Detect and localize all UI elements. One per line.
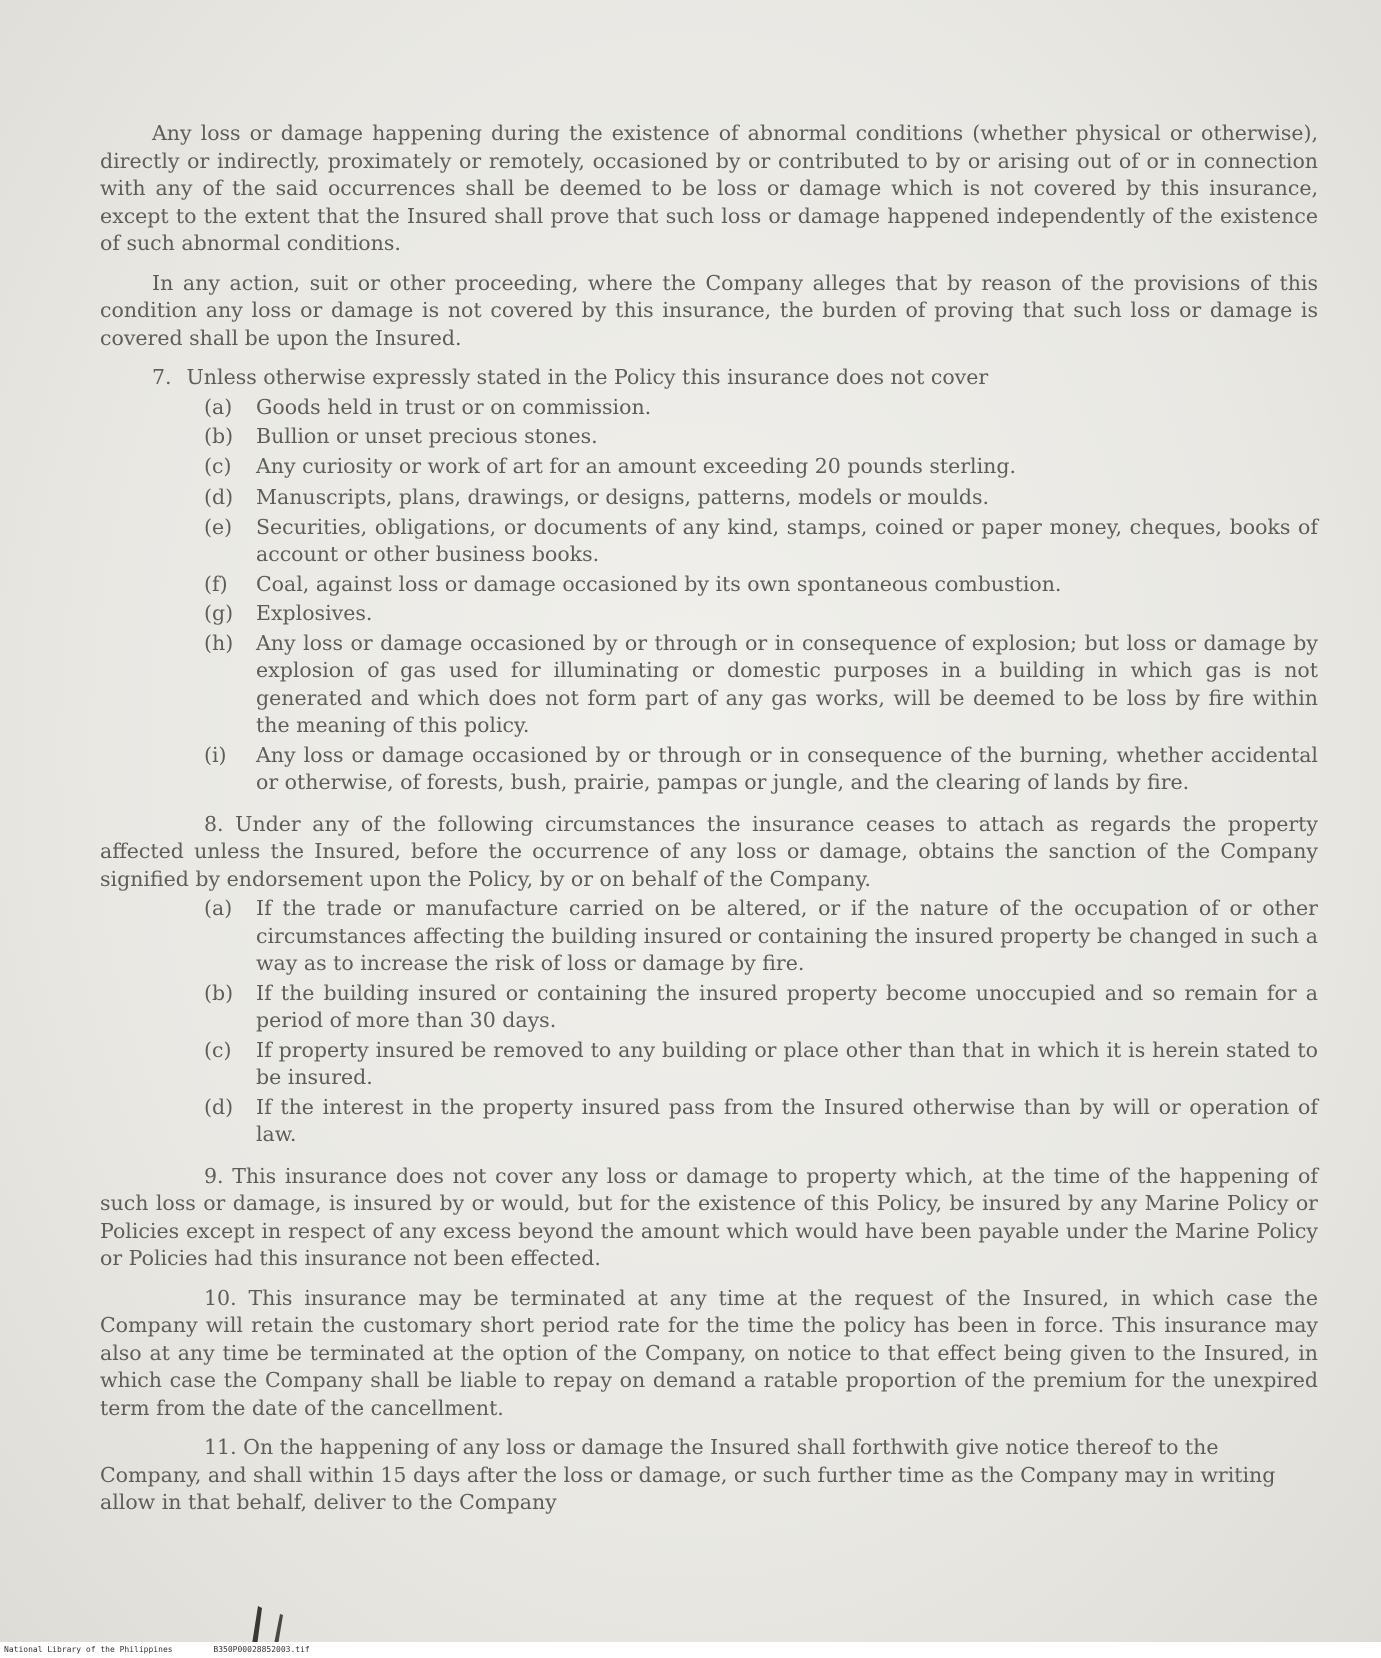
list-item: (f) Coal, against loss or damage occasioned by its own spontaneous combustion. [204, 571, 1062, 596]
list-item: (g) Explosives. [204, 601, 373, 625]
list-item: (i) Any loss or damage occasioned by or through or in consequence of the burning, whether accidental or otherwise, of forests, bush, prairie, pampas or jungle, and the clearing of lands by fire. [204, 742, 1318, 794]
list-item: (e) Securities, obligations, or documents of any kind, stamps, coined or paper money, cheques, books of account or other business books. [204, 514, 1318, 566]
clause-8-items [100, 895, 1318, 1149]
list-item: (d) If the interest in the property insured pass from the Insured otherwise than by will or operation of law. [204, 1094, 1318, 1146]
clause-text: This insurance may be terminated at any time at the request of the Insured, in which case the Company will retain the customary short period rate for the time the policy has been in force. This insurance may also at any time be terminated at the option of the Company, on notice to that effect being given to the Insured, in which case the Company shall be liable to repay on demand a ratable proportion of the premium for the unexpired term from the date of the cancellment. [100, 1285, 1318, 1420]
clause-text: On the happening of any loss or damage the Insured shall forthwith give notice thereof to the Company, and shall within 15 days after the loss or damage, or such further time as the Company may in writing allow in that behalf, deliver to the Company [100, 1435, 1276, 1514]
clause-text: Unless otherwise expressly stated in the Policy this insurance does not cover [186, 365, 989, 389]
clause-9 [100, 1163, 1318, 1273]
footer-file: B350P00028852003.tif [213, 1645, 310, 1654]
list-item: (a) If the trade or manufacture carried on be altered, or if the nature of the occupation of or other circumstances affecting the building insured or containing the insured property be changed in such a way as to increase the risk of loss or damage by fire. [204, 896, 1318, 975]
paragraph-abnormal-conditions: Any loss or damage happening during the existence of abnormal conditions (whether physical or otherwise), directly or indirectly, proximately or remotely, occasioned by or contributed to by or arising out of or in connection with any of the said occurrences shall be deemed to be loss or damage which is not covered by this insurance, except to the extent that the Insured shall prove that such loss or damage happened independently of the existence of such abnormal conditions. [100, 121, 1318, 255]
list-item: (b) Bullion or unset precious stones. [204, 424, 598, 448]
clause-number: 10. [204, 1285, 237, 1310]
clause-10 [100, 1285, 1318, 1423]
clause-text: Under any of the following circumstances the insurance ceases to attach as regards the property affected unless the Insured, before the occurrence of any loss or damage, obtains the sanction of the Company signified by endorsement upon the Policy, by or on behalf of the Company. [100, 811, 1318, 891]
clause-7-items [100, 394, 1318, 797]
clause-number: 11. [204, 1435, 237, 1459]
clause-number: 9. [204, 1163, 224, 1188]
clause-number: 8. [204, 811, 224, 836]
clause-number: 7. [152, 365, 172, 389]
document-body [100, 120, 1318, 1529]
list-item: (c) Any curiosity or work of art for an amount exceeding 20 pounds sterling. [204, 453, 1016, 478]
clause-7 [100, 364, 1318, 797]
list-item: (h) Any loss or damage occasioned by or through or in consequence of explosion; but loss or damage by explosion of gas used for illuminating or domestic purposes in a building in which gas is not generated and which does not form part of any gas works, will be deemed to be loss by fire within the meaning of this policy. [204, 630, 1318, 737]
clause-11 [100, 1434, 1318, 1517]
list-item: (b) If the building insured or containing the insured property become unoccupied and so remain for a period of more than 30 days. [204, 980, 1318, 1032]
list-item: (c) If property insured be removed to any building or place other than that in which it is herein stated to be insured. [204, 1037, 1318, 1089]
scan-footer [0, 1642, 1381, 1658]
list-item: (a) Goods held in trust or on commission. [204, 394, 652, 419]
footer-library: National Library of the Philippines [4, 1645, 173, 1654]
paragraph-burden-of-proof: In any action, suit or other proceeding, where the Company alleges that by reason of the provisions of this condition any loss or damage is not covered by this insurance, the burden of proving that such loss or damage is covered shall be upon the Insured. [100, 270, 1318, 350]
clause-8 [100, 811, 1318, 1149]
clause-text: This insurance does not cover any loss or damage to property which, at the time of the happening of such loss or damage, is insured by or would, but for the existence of this Policy, be insured by any Marine Policy or Policies except in respect of any excess beyond the amount which would have been payable under the Marine Policy or Policies had this insurance not been effected. [100, 1163, 1318, 1270]
list-item: (d) Manuscripts, plans, drawings, or designs, patterns, models or moulds. [204, 485, 990, 509]
